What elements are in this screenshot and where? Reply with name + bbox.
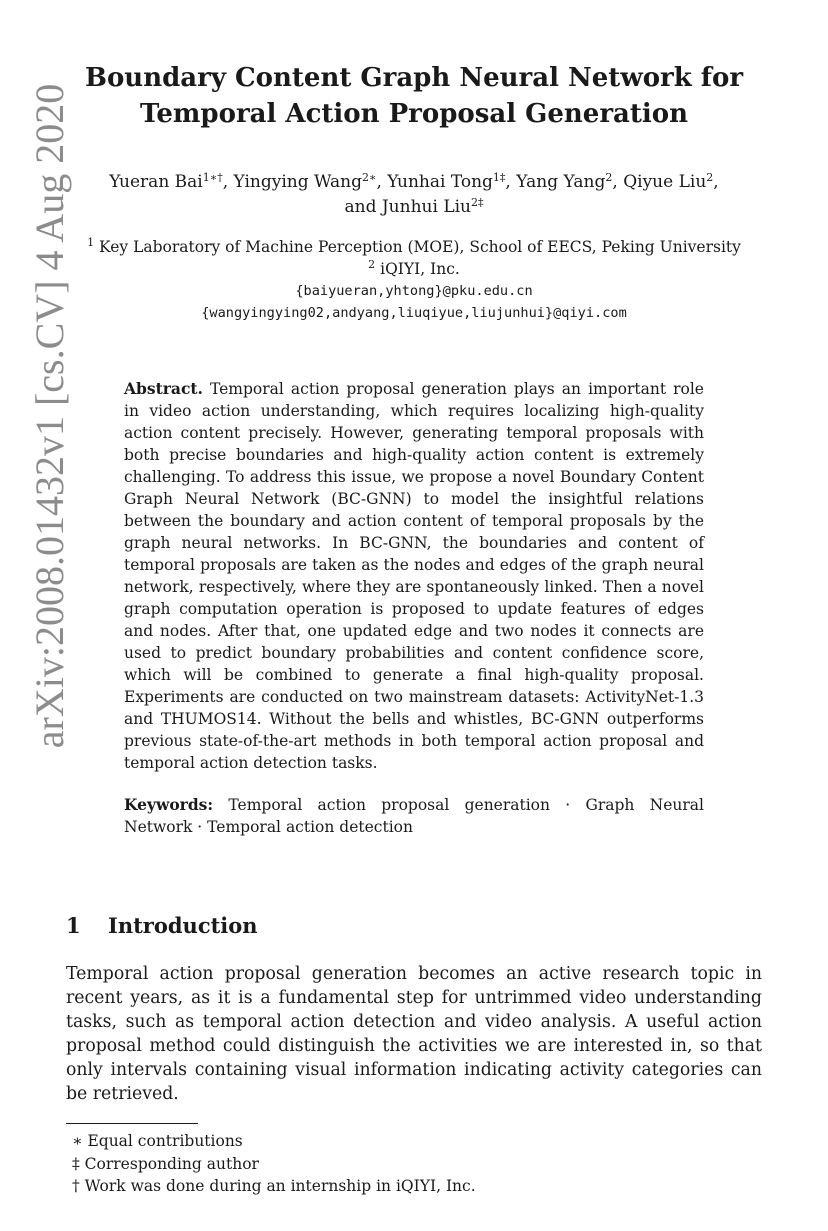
section-title: Introduction (108, 913, 258, 938)
affiliation-1: $^1$ Key Laboratory of Machine Perception (MOE), School of EECS, Peking University (87, 236, 741, 256)
abstract (124, 378, 704, 774)
footnote-rule (66, 1123, 198, 1124)
paper-title (66, 60, 762, 132)
footnote: ‡ Corresponding author (72, 1154, 259, 1173)
author: Qiyue Liu$^2$, (623, 171, 719, 192)
abstract-text: Temporal action proposal generation plays an important role in video action understanding, which requires localizing high-quality action content precisely. However, generating temporal proposals with both precise boundaries and high-quality action content is extremely challenging. To address this issue, we propose a novel Boundary Content Graph Neural Network (BC-GNN) to model the insightful relations between the boundary and action content of temporal proposals by the graph neural networks. In BC-GNN, the boundaries and content of temporal proposals are taken as the nodes and edges of the graph neural network, respectively, where they are spontaneously linked. Then a novel graph computation operation is proposed to update features of edges and nodes. After that, one updated edge and two nodes it connects are used to predict boundary probabilities and content confidence score, which will be combined to generate a final high-quality proposal. Experiments are conducted on two mainstream datasets: ActivityNet-1.3 and THUMOS14. Without the bells and whistles, BC-GNN outperforms previous state-of-the-art methods in both temporal action proposal and temporal action detection tasks. (124, 380, 704, 772)
footnote: † Work was done during an internship in iQIYI, Inc. (72, 1177, 476, 1196)
footnotes (66, 1130, 762, 1198)
author-list (66, 170, 762, 220)
paper-page (66, 60, 762, 1198)
footnote: ∗ Equal contributions (72, 1132, 243, 1151)
intro-paragraph: Temporal action proposal generation becomes an active research topic in recent years, as it is a fundamental step for untrimmed video understanding tasks, such as temporal action detection and video analysis. A useful action proposal method could distinguish the activities we are interested in, so that only intervals containing visual information indicating activity categories can be retrieved. (66, 964, 762, 1104)
keywords (124, 794, 704, 838)
title-line-2: Temporal Action Proposal Generation (140, 99, 688, 129)
author: and Junhui Liu$^{2\ddagger}$ (344, 196, 484, 217)
author: Yueran Bai$^{1∗\dagger}$, (109, 171, 234, 192)
title-line-1: Boundary Content Graph Neural Network for (84, 63, 744, 93)
section-heading (66, 912, 762, 940)
arxiv-identifier-stamp: arXiv:2008.01432v1 [cs.CV] 4 Aug 2020 (27, 83, 72, 749)
affiliations (66, 236, 762, 280)
author: Yingying Wang$^{2∗}$, (233, 171, 388, 192)
section-number: 1 (66, 913, 81, 938)
affiliation-2: $^2$ iQIYI, Inc. (368, 258, 460, 278)
email-line-2: {wangyingying02,andyang,liuqiyue,liujunhui}@qiyi.com (201, 305, 627, 321)
abstract-label: Abstract. (124, 379, 203, 398)
author: Yunhai Tong$^{1\ddagger}$, (387, 171, 517, 192)
keywords-text: Temporal action proposal generation · Graph Neural Network · Temporal action detection (124, 796, 704, 836)
email-line-1: {baiyueran,yhtong}@pku.edu.cn (295, 283, 533, 299)
author: Yang Yang$^2$, (516, 171, 624, 192)
keywords-label: Keywords: (124, 795, 214, 814)
